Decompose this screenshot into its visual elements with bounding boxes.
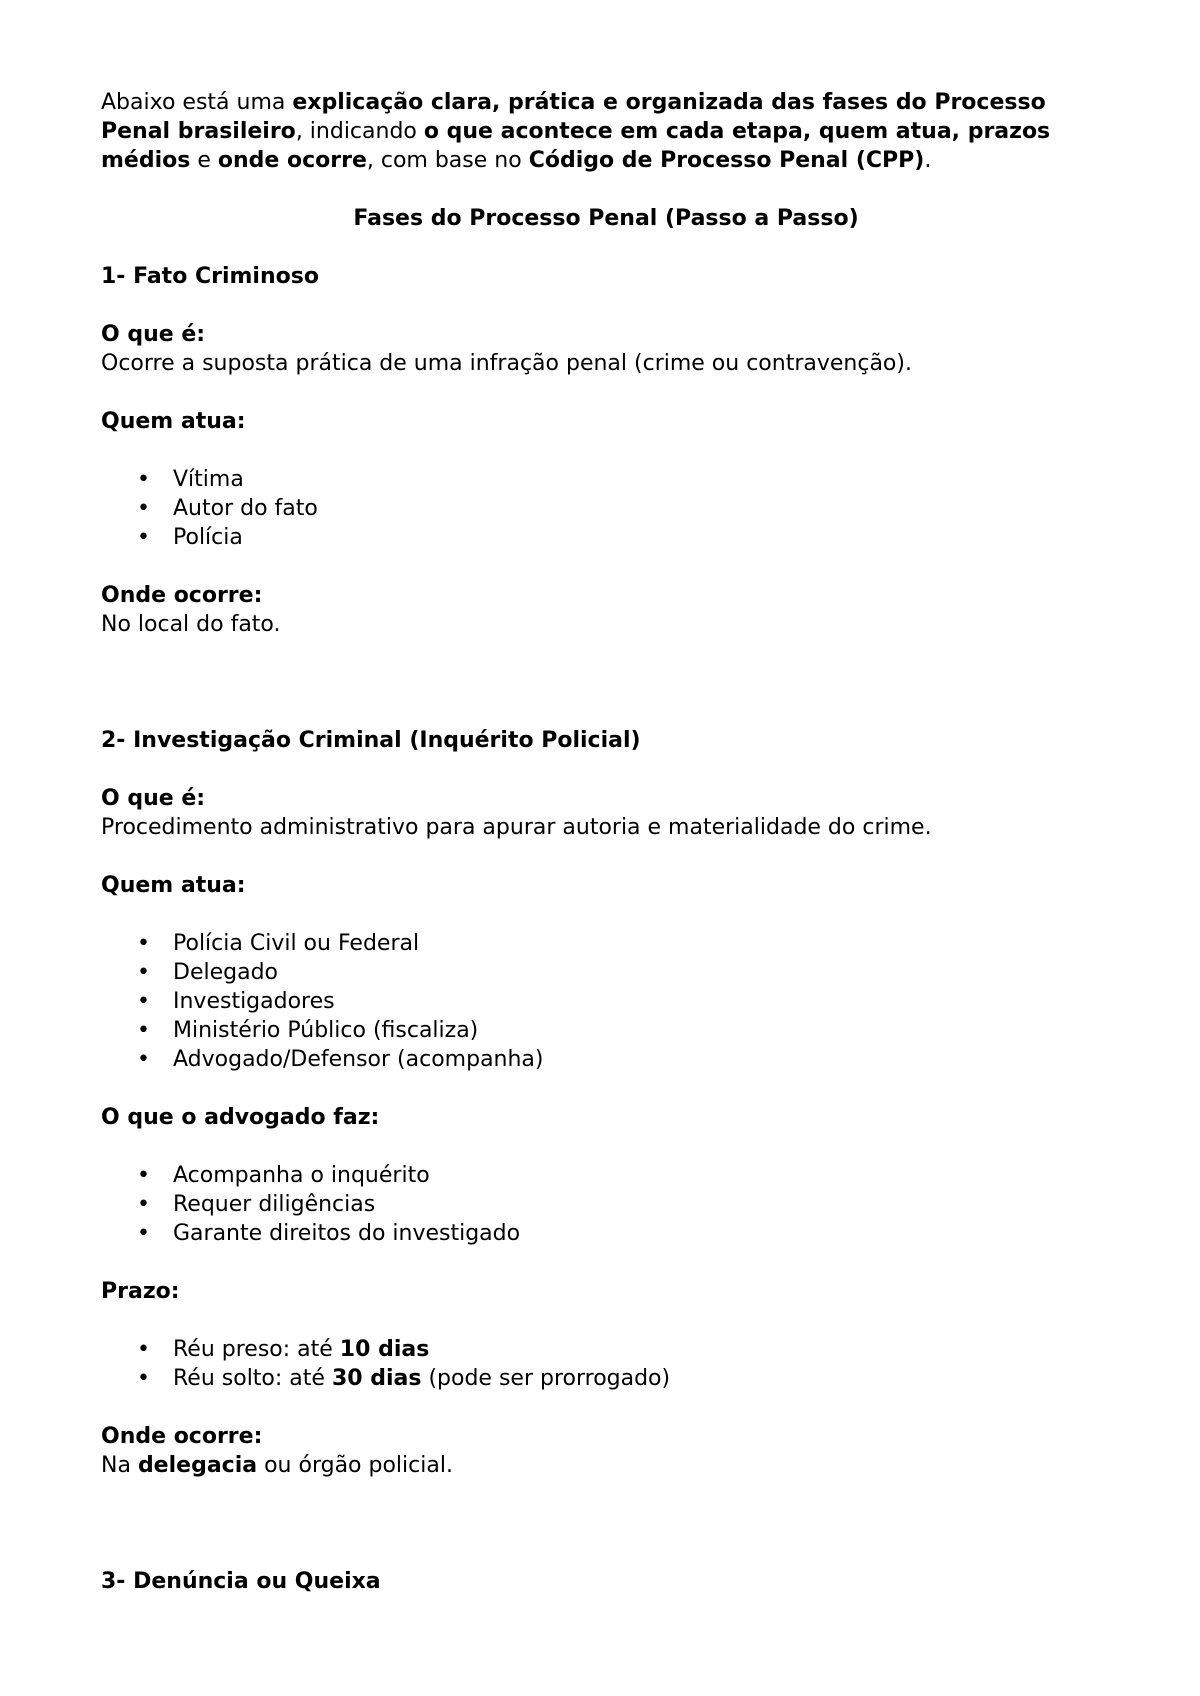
what-label: O que é:	[101, 322, 206, 347]
main-title: Fases do Processo Penal (Passo a Passo)	[353, 206, 859, 231]
spacer	[101, 639, 1111, 697]
deadline-label: Prazo:	[101, 1279, 180, 1304]
where-bold-part: delegacia	[137, 1453, 258, 1478]
list-item	[101, 1364, 1111, 1393]
where-text: No local do fato.	[101, 612, 281, 637]
what-text: Ocorre a suposta prática de uma infração penal (crime ou contravenção).	[101, 351, 912, 376]
intro-text: .	[924, 148, 932, 173]
list-item: • Polícia	[101, 523, 1111, 552]
list-item: • Advogado/Defensor (acompanha)	[101, 1045, 1111, 1074]
list-item	[101, 1335, 1111, 1364]
intro-bold-text: explicação clara, prática e organizada das fases do Processo Penal brasileiro	[101, 90, 1046, 144]
intro-bold-text: o que acontece em cada etapa, quem atua, prazos médios	[101, 119, 1051, 173]
section-1-who-list	[101, 465, 1111, 552]
what-text: Procedimento administrativo para apurar autoria e materialidade do crime.	[101, 815, 932, 840]
intro-bold-text: onde ocorre	[217, 148, 367, 173]
list-item: • Garante direitos do investigado	[101, 1219, 1111, 1248]
list-item: • Polícia Civil ou Federal	[101, 929, 1111, 958]
spacer	[101, 1538, 1111, 1567]
intro-text: e	[190, 148, 218, 173]
intro-text: , indicando	[295, 119, 424, 144]
what-label: O que é:	[101, 786, 206, 811]
section-1-where	[101, 581, 1111, 639]
intro-text: , com base no	[366, 148, 529, 173]
document-page	[101, 88, 1111, 1625]
section-1-title: 1- Fato Criminoso	[101, 264, 319, 289]
spacer	[101, 697, 1111, 726]
intro-paragraph	[101, 88, 1111, 175]
list-item: • Vítima	[101, 465, 1111, 494]
section-2-title: 2- Investigação Criminal (Inquérito Policial)	[101, 728, 641, 753]
deadline-text: Réu solto: até	[173, 1366, 332, 1391]
spacer	[101, 1480, 1111, 1538]
list-item: • Requer diligências	[101, 1190, 1111, 1219]
list-item: • Acompanha o inquérito	[101, 1161, 1111, 1190]
who-label: Quem atua:	[101, 409, 246, 434]
who-label: Quem atua:	[101, 873, 246, 898]
list-item: • Ministério Público (fiscaliza)	[101, 1016, 1111, 1045]
section-3-title: 3- Denúncia ou Queixa	[101, 1569, 381, 1594]
list-item: • Delegado	[101, 958, 1111, 987]
where-text	[101, 1451, 1111, 1480]
deadline-value: 10 dias	[339, 1337, 430, 1362]
deadline-note: (pode ser prorrogado)	[421, 1366, 671, 1391]
lawyer-label: O que o advogado faz:	[101, 1105, 380, 1130]
where-text-part: ou órgão policial.	[257, 1453, 453, 1478]
section-2-where	[101, 1422, 1111, 1480]
section-2-deadline-list	[101, 1335, 1111, 1393]
list-item: • Investigadores	[101, 987, 1111, 1016]
section-2-lawyer-list	[101, 1161, 1111, 1248]
where-text-part: Na	[101, 1453, 138, 1478]
section-1-what	[101, 320, 1111, 378]
where-label: Onde ocorre:	[101, 1424, 263, 1449]
list-item: • Autor do fato	[101, 494, 1111, 523]
intro-text: Abaixo está uma	[101, 90, 293, 115]
intro-bold-text: Código de Processo Penal (CPP)	[528, 148, 925, 173]
deadline-value: 30 dias	[331, 1366, 422, 1391]
where-label: Onde ocorre:	[101, 583, 263, 608]
section-2-who-list	[101, 929, 1111, 1074]
section-2-what	[101, 784, 1111, 842]
deadline-text: Réu preso: até	[173, 1337, 340, 1362]
